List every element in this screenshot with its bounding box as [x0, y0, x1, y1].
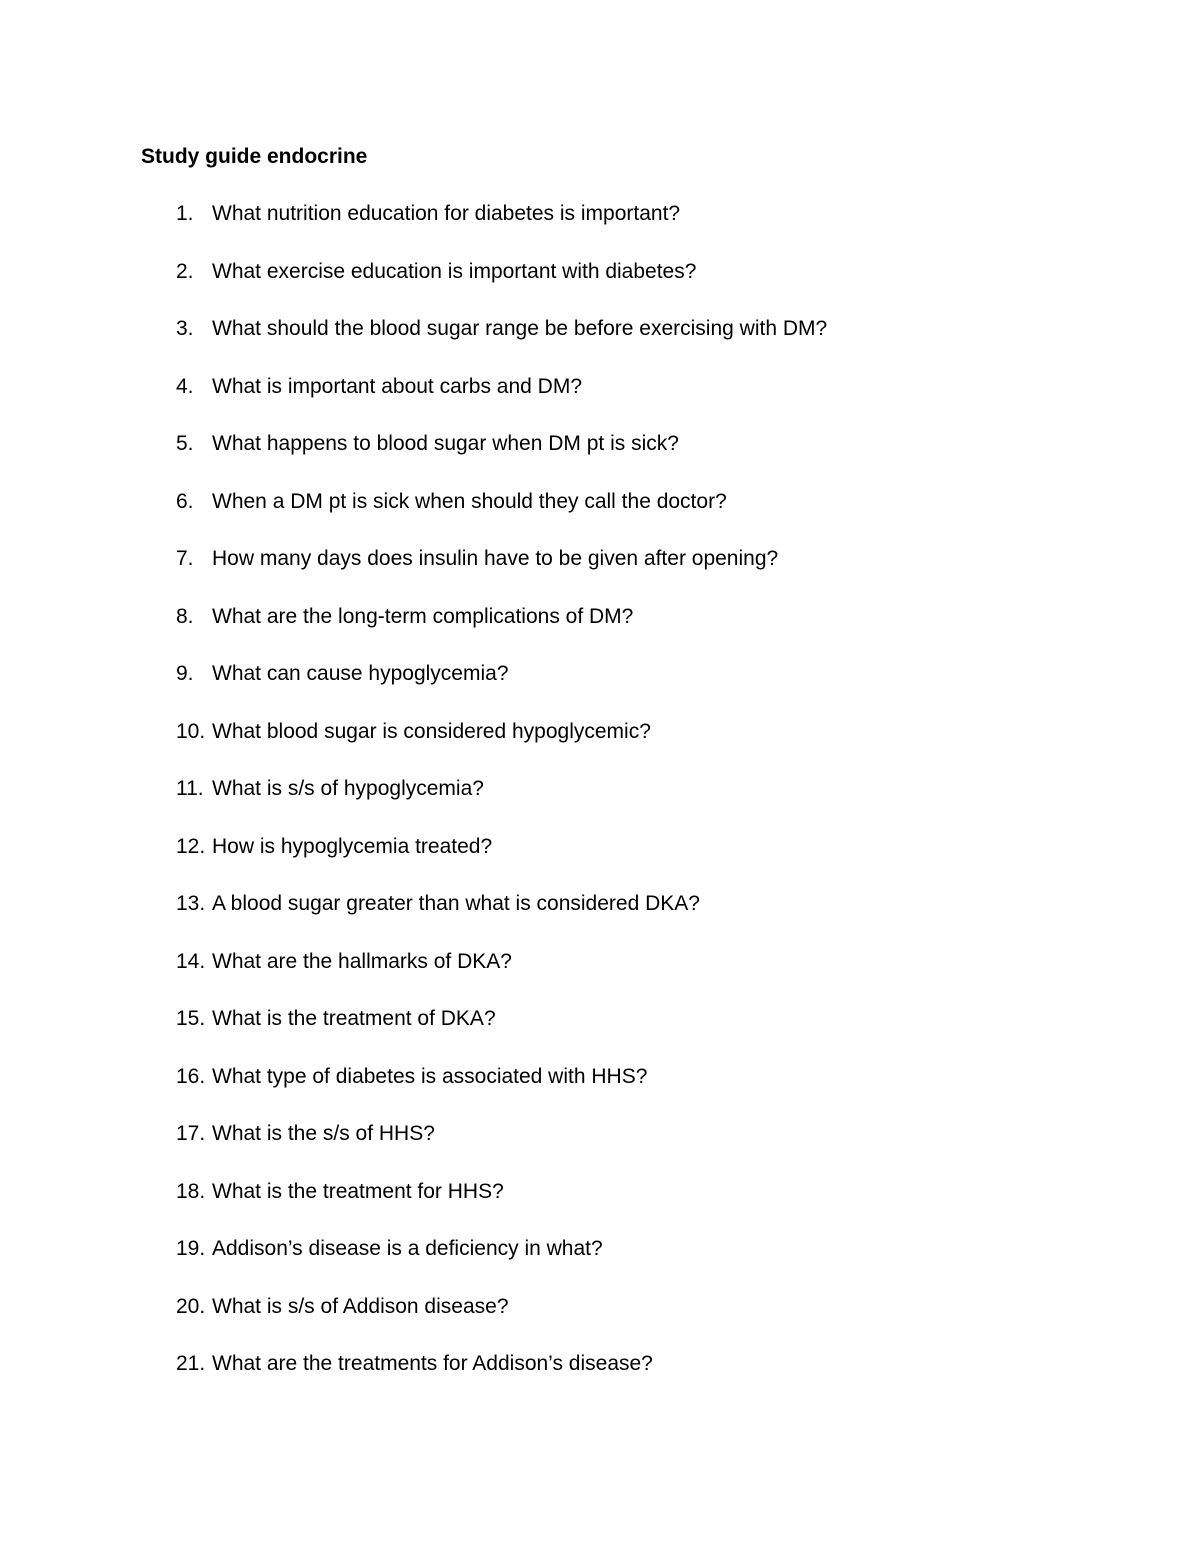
question-text: When a DM pt is sick when should they call the doctor?	[212, 489, 727, 513]
question-number: 15.	[176, 1007, 206, 1030]
question-number: 14.	[176, 949, 206, 973]
question-number: 19.	[176, 1237, 206, 1260]
question-text: What blood sugar is considered hypoglycemic?	[212, 719, 651, 743]
question-number: 4.	[176, 374, 194, 398]
question-text: What exercise education is important with diabetes?	[212, 259, 697, 283]
question-text: Addison’s disease is a deficiency in what?	[212, 1237, 603, 1260]
question-text: What is important about carbs and DM?	[212, 374, 583, 398]
question-text: What nutrition education for diabetes is important?	[212, 202, 681, 225]
question-text: What happens to blood sugar when DM pt is sick?	[212, 432, 679, 455]
question-number: 10.	[176, 719, 206, 743]
question-number: 5.	[176, 432, 194, 455]
question-number: 21.	[176, 1352, 206, 1375]
question-text: What should the blood sugar range be before exercising with DM?	[212, 317, 828, 340]
question-number: 16.	[176, 1064, 206, 1088]
question-text: How is hypoglycemia treated?	[212, 834, 493, 858]
question-text: What is the treatment of DKA?	[212, 1007, 496, 1030]
question-text: A blood sugar greater than what is considered DKA?	[212, 892, 700, 915]
question-number: 18.	[176, 1179, 206, 1203]
question-number: 9.	[176, 662, 194, 685]
question-number: 7.	[176, 547, 194, 570]
question-number: 20.	[176, 1294, 206, 1318]
question-number: 1.	[176, 202, 194, 225]
question-text: What are the treatments for Addison’s disease?	[212, 1352, 653, 1375]
question-text: What are the long-term complications of DM?	[212, 604, 634, 628]
question-text: What is s/s of Addison disease?	[212, 1294, 509, 1318]
question-text: What type of diabetes is associated with HHS?	[212, 1064, 648, 1088]
question-number: 13.	[176, 892, 206, 915]
question-number: 8.	[176, 604, 194, 628]
question-number: 11.	[176, 777, 204, 800]
question-text: What can cause hypoglycemia?	[212, 662, 509, 685]
question-text: What is s/s of hypoglycemia?	[212, 777, 484, 800]
question-number: 3.	[176, 317, 194, 340]
question-text: What is the treatment for HHS?	[212, 1179, 504, 1203]
question-text: What is the s/s of HHS?	[212, 1122, 435, 1145]
document-title: Study guide endocrine	[141, 145, 368, 168]
question-number: 12.	[176, 834, 206, 858]
question-number: 2.	[176, 259, 194, 283]
question-number: 17.	[176, 1122, 206, 1145]
question-text: What are the hallmarks of DKA?	[212, 949, 512, 973]
question-number: 6.	[176, 489, 194, 513]
question-text: How many days does insulin have to be given after opening?	[212, 547, 779, 570]
